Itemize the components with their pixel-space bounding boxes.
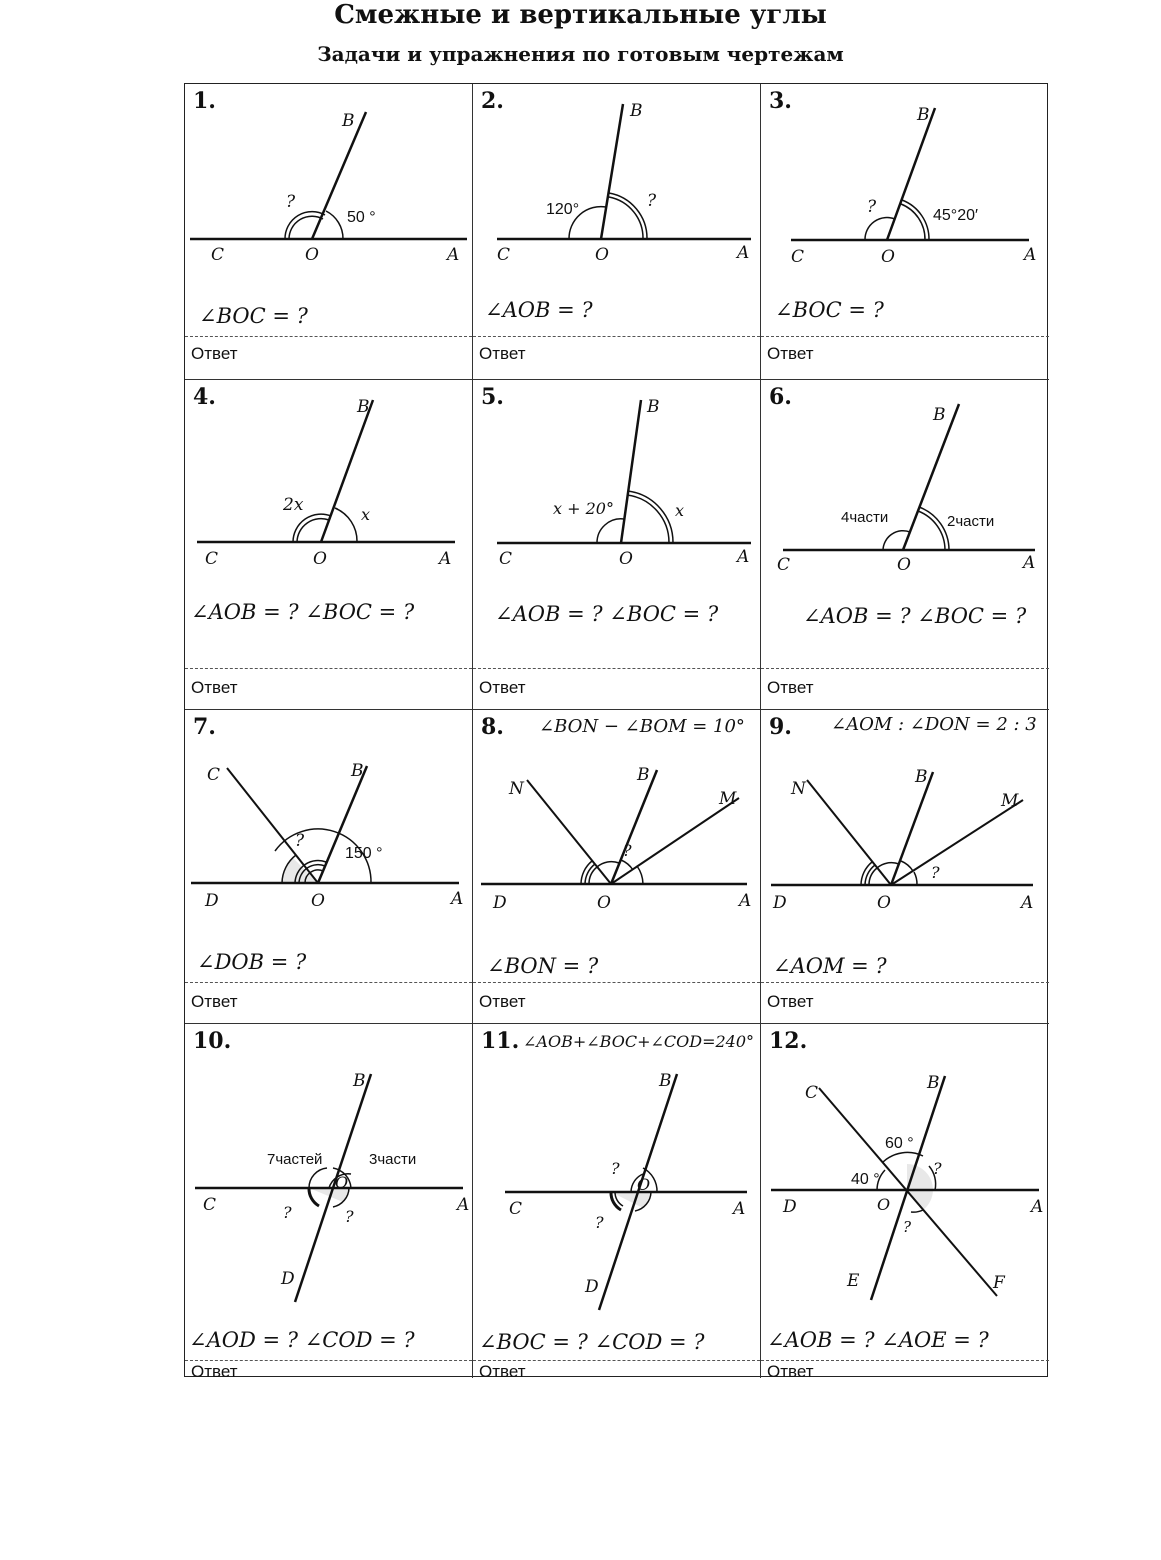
problem-number: 9. (769, 714, 792, 740)
question: ∠AOM = ? (773, 954, 887, 978)
label-unknown: ? (295, 831, 305, 851)
label-N: N (791, 779, 806, 799)
label-C: C (777, 555, 791, 575)
label-B: B (647, 397, 660, 417)
diagram-12 (761, 1024, 1049, 1378)
label-B: B (351, 761, 364, 781)
label-left: 4части (841, 509, 889, 526)
label-M: M (719, 789, 737, 809)
diagram-5 (473, 380, 761, 710)
problem-number: 10. (193, 1028, 232, 1054)
problem-number: 6. (769, 384, 792, 410)
problem-number: 2. (481, 88, 504, 114)
page-subtitle: Задачи и упражнения по готовым чертежам (317, 42, 844, 66)
condition: ∠AOB+∠BOC+∠COD=240° (523, 1032, 755, 1051)
label-given: 150 ° (345, 845, 383, 862)
label-right: x (361, 505, 371, 524)
answer-label: Ответ (191, 1362, 238, 1381)
problem-5 (473, 380, 761, 710)
label-given: 45°20′ (933, 207, 978, 224)
question: ∠AOD = ? ∠COD = ? (189, 1328, 415, 1352)
problem-11 (473, 1024, 761, 1381)
label-unknown: ? (283, 1203, 292, 1222)
answer-divider (761, 668, 1049, 669)
label-unknown: ? (345, 1207, 354, 1226)
label-A: A (737, 243, 750, 263)
answer-divider (473, 982, 760, 983)
label-A: A (1031, 1197, 1044, 1217)
label-left: 7частей (267, 1151, 323, 1168)
label-C: C (499, 549, 513, 569)
label-O: O (305, 245, 319, 265)
label-O: O (877, 893, 891, 913)
answer-divider (473, 668, 760, 669)
condition: ∠AOM : ∠DON = 2 : 3 (831, 714, 1037, 735)
label-C: C (205, 549, 219, 569)
label-O: O (881, 247, 895, 267)
label-unknown: ? (933, 1159, 942, 1178)
problem-number: 7. (193, 714, 216, 740)
label-O: O (597, 893, 611, 913)
label-N: N (509, 779, 524, 799)
label-unknown: ? (903, 1218, 912, 1236)
label-O: O (311, 891, 325, 911)
answer-divider (185, 1360, 472, 1361)
problem-4 (185, 380, 473, 710)
label-left: x + 20° (553, 499, 614, 518)
label-unknown: ? (595, 1213, 604, 1232)
answer-label: Ответ (767, 344, 814, 363)
label-A: A (733, 1199, 746, 1219)
diagram-6 (761, 380, 1049, 710)
question: ∠AOB = ? ∠BOC = ? (803, 604, 1027, 628)
label-O: O (897, 555, 911, 575)
label-A: A (439, 549, 452, 569)
question: ∠BOC = ? (775, 298, 884, 322)
label-B: B (659, 1071, 672, 1091)
label-unknown: ? (867, 197, 877, 217)
label-right: 2части (947, 513, 995, 530)
question: ∠BON = ? (487, 954, 599, 978)
label-B: B (357, 397, 370, 417)
problems-grid (184, 83, 1048, 1381)
problem-6 (761, 380, 1049, 710)
label-given: 120° (546, 201, 580, 218)
label-B: B (342, 111, 355, 131)
label-left: 2x (283, 495, 304, 515)
problem-number: 8. (481, 714, 504, 740)
label-D: D (773, 893, 787, 913)
label-C: C (211, 245, 225, 265)
problem-7 (185, 710, 473, 1024)
label-D: D (493, 893, 507, 913)
diagram-4 (185, 380, 473, 710)
problem-2 (473, 84, 761, 380)
label-C: C (203, 1195, 217, 1215)
problem-number: 11. (481, 1028, 520, 1054)
answer-label: Ответ (479, 678, 526, 697)
problem-1 (185, 84, 473, 380)
label-B: B (915, 767, 928, 787)
label-right: x (675, 501, 685, 520)
answer-divider (473, 336, 760, 337)
label-O: O (637, 1175, 651, 1194)
label-unknown: ? (931, 863, 940, 882)
label-E: E (847, 1271, 860, 1291)
label-A: A (1024, 245, 1037, 265)
answer-label: Ответ (191, 678, 238, 697)
label-B: B (630, 101, 643, 121)
answer-divider (185, 982, 472, 983)
answer-label: Ответ (191, 344, 238, 363)
answer-divider (473, 1360, 760, 1361)
condition: ∠BON − ∠BOM = 10° (539, 716, 745, 737)
label-D: D (205, 891, 219, 911)
label-C: C (791, 247, 805, 267)
label-given: 50 ° (347, 209, 376, 226)
label-A: A (457, 1195, 470, 1215)
label-B: B (927, 1073, 940, 1093)
answer-label: Ответ (191, 992, 238, 1011)
answer-divider (761, 1360, 1049, 1361)
label-B: B (933, 405, 946, 425)
label-A: A (451, 889, 464, 909)
question: ∠DOB = ? (197, 950, 307, 974)
diagram-7 (185, 710, 473, 1024)
problem-number: 3. (769, 88, 792, 114)
question: ∠AOB = ? ∠AOE = ? (767, 1328, 989, 1352)
label-C: C (805, 1083, 819, 1103)
label-right: 3части (369, 1151, 417, 1168)
answer-label: Ответ (767, 678, 814, 697)
label-unknown: ? (647, 191, 657, 211)
answer-divider (185, 668, 472, 669)
label-A: A (737, 547, 750, 567)
answer-label: Ответ (479, 344, 526, 363)
question: ∠BOC = ? ∠COD = ? (479, 1330, 705, 1354)
answer-divider (761, 982, 1049, 983)
label-O: O (595, 245, 609, 265)
problem-number: 1. (193, 88, 216, 114)
diagram-11 (473, 1024, 761, 1378)
label-D: D (281, 1269, 295, 1289)
label-B: B (353, 1071, 366, 1091)
answer-label: Ответ (767, 1362, 814, 1381)
label-O: O (335, 1173, 349, 1192)
answer-divider (185, 336, 472, 337)
problem-12 (761, 1024, 1049, 1381)
label-M: M (1001, 791, 1019, 811)
label-a40: 40 ° (851, 1171, 880, 1188)
label-D: D (585, 1277, 599, 1297)
answer-label: Ответ (479, 992, 526, 1011)
label-O: O (313, 549, 327, 569)
question: ∠AOB = ? ∠BOC = ? (495, 602, 719, 626)
label-unknown: ? (286, 192, 296, 212)
label-A: A (739, 891, 752, 911)
label-C: C (497, 245, 511, 265)
label-B: B (917, 105, 930, 125)
label-F: F (993, 1273, 1005, 1293)
question: ∠AOB = ? (485, 298, 593, 322)
problem-3 (761, 84, 1049, 380)
problem-9 (761, 710, 1049, 1024)
label-A: A (447, 245, 460, 265)
problem-number: 4. (193, 384, 216, 410)
label-unknown: ? (623, 841, 632, 860)
label-C: C (207, 765, 221, 785)
answer-label: Ответ (767, 992, 814, 1011)
label-O: O (877, 1195, 891, 1214)
label-B: B (637, 765, 650, 785)
diagram-10 (185, 1024, 473, 1378)
label-unknown: ? (611, 1159, 620, 1178)
question: ∠AOB = ? ∠BOC = ? (191, 600, 415, 624)
label-C: C (509, 1199, 523, 1219)
label-D: D (783, 1197, 797, 1217)
problem-10 (185, 1024, 473, 1381)
problem-number: 5. (481, 384, 504, 410)
label-a60: 60 ° (885, 1135, 914, 1152)
answer-divider (761, 336, 1049, 337)
label-A: A (1023, 553, 1036, 573)
label-A: A (1021, 893, 1034, 913)
label-O: O (619, 549, 633, 569)
question: ∠BOC = ? (199, 304, 308, 328)
page-title: Смежные и вертикальные углы (334, 0, 827, 30)
answer-label: Ответ (479, 1362, 526, 1381)
problem-number: 12. (769, 1028, 808, 1054)
problem-8 (473, 710, 761, 1024)
